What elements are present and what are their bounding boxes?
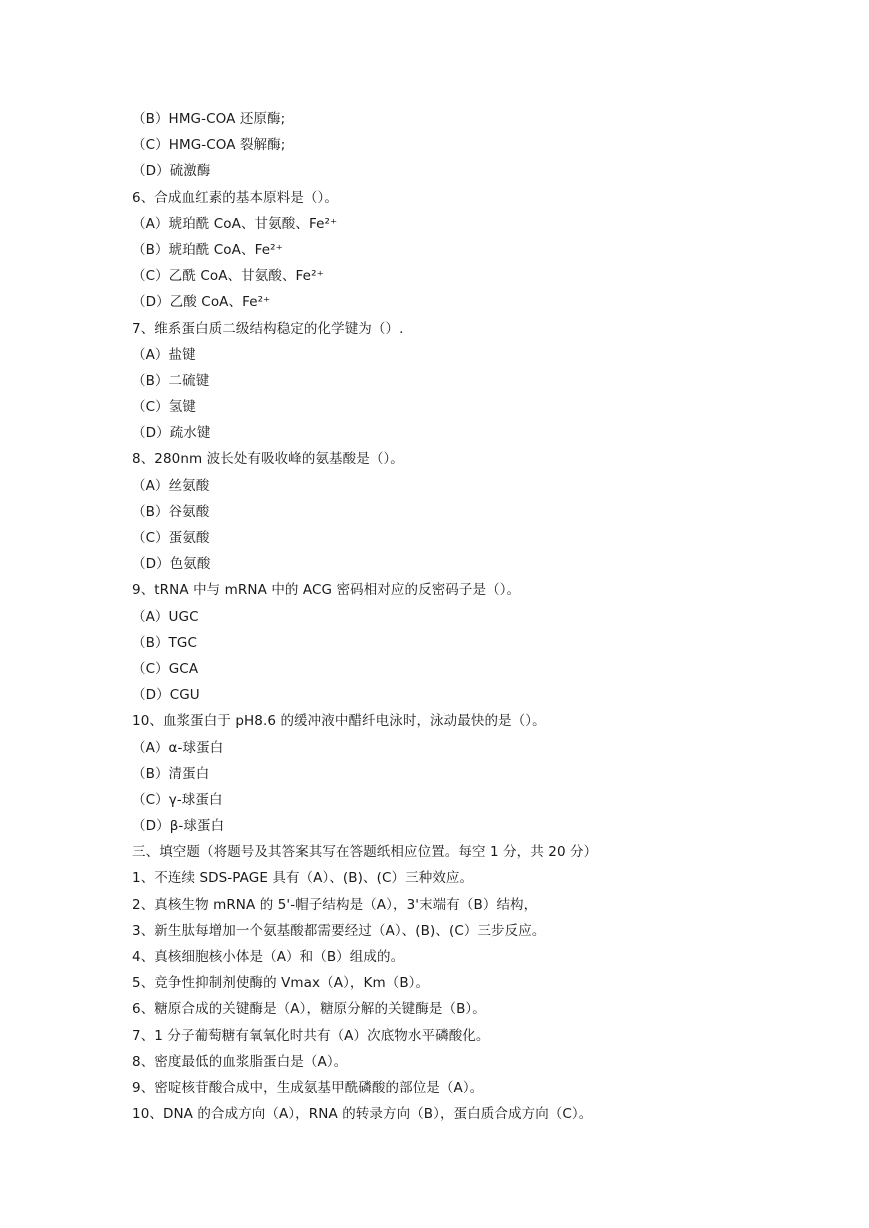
fill-in-question: 1、不连续 SDS-PAGE 具有（A）、(B)、(C）三种效应。: [132, 870, 474, 887]
option-line: （C）蛋氨酸: [132, 530, 210, 546]
option-line: （B）琥珀酰 CoA、Fe²⁺: [132, 241, 283, 258]
fill-in-question: 5、竞争性抑制剂使酶的 Vmax（A），Km（B）。: [132, 975, 430, 992]
question-line: 6、合成血红素的基本原料是（）。: [132, 189, 338, 206]
question-line: 9、tRNA 中与 mRNA 中的 ACG 密码相对应的反密码子是（）。: [132, 582, 521, 599]
fill-in-question: 9、密啶核苷酸合成中，生成氨基甲酰磷酸的部位是（A）。: [132, 1079, 484, 1096]
option-line: （B）清蛋白: [132, 765, 210, 782]
option-line: （C）乙酰 CoA、甘氨酸、Fe²⁺: [132, 268, 324, 285]
question-line: 8、280nm 波长处有吸收峰的氨基酸是（）。: [132, 451, 404, 468]
option-line: （A）丝氨酸: [132, 477, 210, 494]
option-line: （D）色氨酸: [132, 556, 211, 573]
option-line: （A）盐键: [132, 346, 196, 363]
option-line: （B）二硫键: [132, 372, 210, 389]
option-line: （A）UGC: [132, 608, 199, 625]
question-line: 7、维系蛋白质二级结构稳定的化学键为（）.: [132, 320, 404, 337]
option-line: （C）γ-球蛋白: [132, 791, 223, 808]
document-text: [132, 106, 832, 1127]
option-line: （D）疏水键: [132, 425, 211, 442]
fill-in-question: 2、真核生物 mRNA 的 5'-帽子结构是（A），3'末端有（B）结构，: [132, 896, 538, 913]
fill-in-question: 3、新生肽每增加一个氨基酸都需要经过（A）、(B)、(C）三步反应。: [132, 922, 546, 939]
question-line: 10、血浆蛋白于 pH8.6 的缓冲液中醋纤电泳时，泳动最快的是（）。: [132, 713, 546, 730]
option-line: （B）HMG-COA 还原酶;: [132, 111, 286, 127]
option-line: （C）氢键: [132, 399, 196, 416]
option-line: （D）硫激酶: [132, 163, 211, 180]
fill-in-question: 7、1 分子葡萄糖有氧氧化时共有（A）次底物水平磷酸化。: [132, 1027, 490, 1044]
section-heading: 三、填空题（将题号及其答案其写在答题纸相应位置。每空 1 分，共 20 分）: [132, 844, 598, 861]
option-line: （D）β-球蛋白: [132, 818, 225, 835]
option-line: （A）琥珀酰 CoA、甘氨酸、Fe²⁺: [132, 215, 338, 232]
fill-in-question: 8、密度最低的血浆脂蛋白是（A）。: [132, 1053, 348, 1070]
fill-in-question: 6、糖原合成的关键酶是（A），糖原分解的关键酶是（B）。: [132, 1001, 486, 1018]
fill-in-question: 4、真核细胞核小体是（A）和（B）组成的。: [132, 949, 405, 965]
option-line: （C）GCA: [132, 660, 199, 677]
fill-in-question: 10、DNA 的合成方向（A），RNA 的转录方向（B），蛋白质合成方向（C）。: [132, 1106, 593, 1123]
option-line: （A）α-球蛋白: [132, 739, 224, 756]
option-line: （D）乙酸 CoA、Fe²⁺: [132, 294, 271, 311]
option-line: （B）TGC: [132, 634, 197, 651]
option-line: （C）HMG-COA 裂解酶;: [132, 137, 286, 154]
option-line: （D）CGU: [132, 687, 200, 704]
option-line: （B）谷氨酸: [132, 503, 210, 520]
